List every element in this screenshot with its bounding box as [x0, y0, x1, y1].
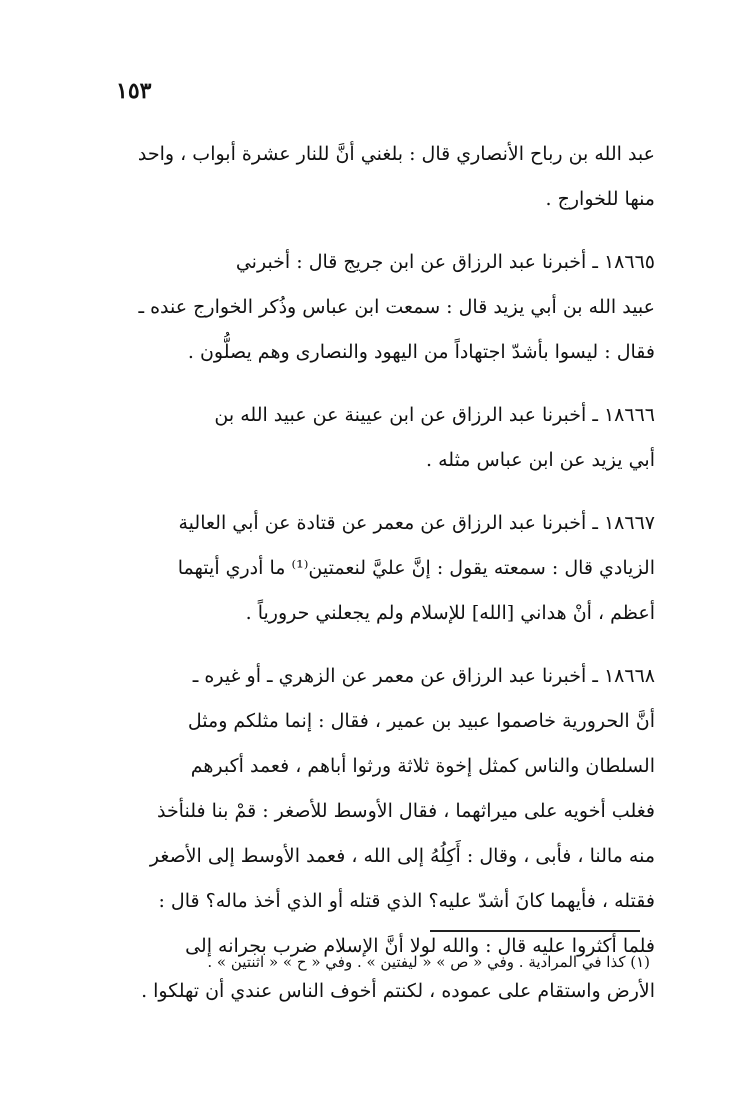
text-line: أنَّ الحرورية خاصموا عبيد بن عمير ، فقال : إنما مثلكم ومثل [187, 710, 655, 732]
text-line: ١٨٦٦٧ ـ أخبرنا عبد الرزاق عن معمر عن قتادة عن أبي العالية [178, 512, 655, 534]
text-line: أبي يزيد عن ابن عباس مثله . [426, 449, 655, 471]
text-line: السلطان والناس كمثل إخوة ثلاثة ورثوا أباهم ، فعمد أكبرهم [190, 755, 655, 777]
text-line: أعظم ، أنْ هداني [الله] للإسلام ولم يجعلني حرورياً . [245, 602, 655, 624]
footnote: (١) كذا في المرادية . وفي « ص » « ليفتين » . وفي « ح » « اثنتين » . [207, 953, 650, 971]
text-line: منه مالنا ، فأبى ، وقال : أَكِلُهُ إلى الله ، فعمد الأوسط إلى الأصغر [149, 845, 655, 867]
text-line: فقال : ليسوا بأشدّ اجتهاداً من اليهود والنصارى وهم يصلُّون . [187, 341, 655, 363]
text-line: عبيد الله بن أبي يزيد قال : سمعت ابن عباس وذُكر الخوارج عنده ـ [138, 296, 655, 318]
text-line: ١٨٦٦٦ ـ أخبرنا عبد الرزاق عن ابن عيينة عن عبيد الله بن [214, 404, 655, 426]
text-line: عبد الله بن رباح الأنصاري قال : بلغني أنَّ للنار عشرة أبواب ، واحد [137, 143, 655, 165]
text-line: الزيادي قال : سمعته يقول : إنَّ عليَّ لنعمتين⁽¹⁾ ما أدري أيتهما [177, 557, 655, 579]
paragraph [100, 501, 655, 636]
text-line: فلما أكثروا عليه قال : والله لولا أنَّ الإسلام ضرب بجرانه إلى [185, 935, 655, 957]
paragraph [100, 393, 655, 483]
paragraph [100, 132, 655, 222]
text-line: فغلب أخويه على ميراثهما ، فقال الأوسط للأصغر : قمْ بنا فلنأخذ [156, 800, 655, 822]
page-body [100, 132, 655, 1014]
text-line: ١٨٦٦٥ ـ أخبرنا عبد الرزاق عن ابن جريج قال : أخبرني [235, 251, 655, 273]
paragraph [100, 240, 655, 375]
text-line: الأرض واستقام على عموده ، لكنتم أخوف الناس عندي أن تهلكوا . [141, 980, 655, 1002]
text-line: فقتله ، فأيهما كانَ أشدّ عليه؟ الذي قتله أو الذي أخذ ماله؟ قال : [158, 890, 655, 912]
text-line: ١٨٦٦٨ ـ أخبرنا عبد الرزاق عن معمر عن الزهري ـ أو غيره ـ [192, 665, 655, 687]
footnote-divider [430, 930, 640, 932]
page-number: ١٥٣ [116, 78, 152, 104]
text-line: منها للخوارج . [545, 188, 655, 210]
